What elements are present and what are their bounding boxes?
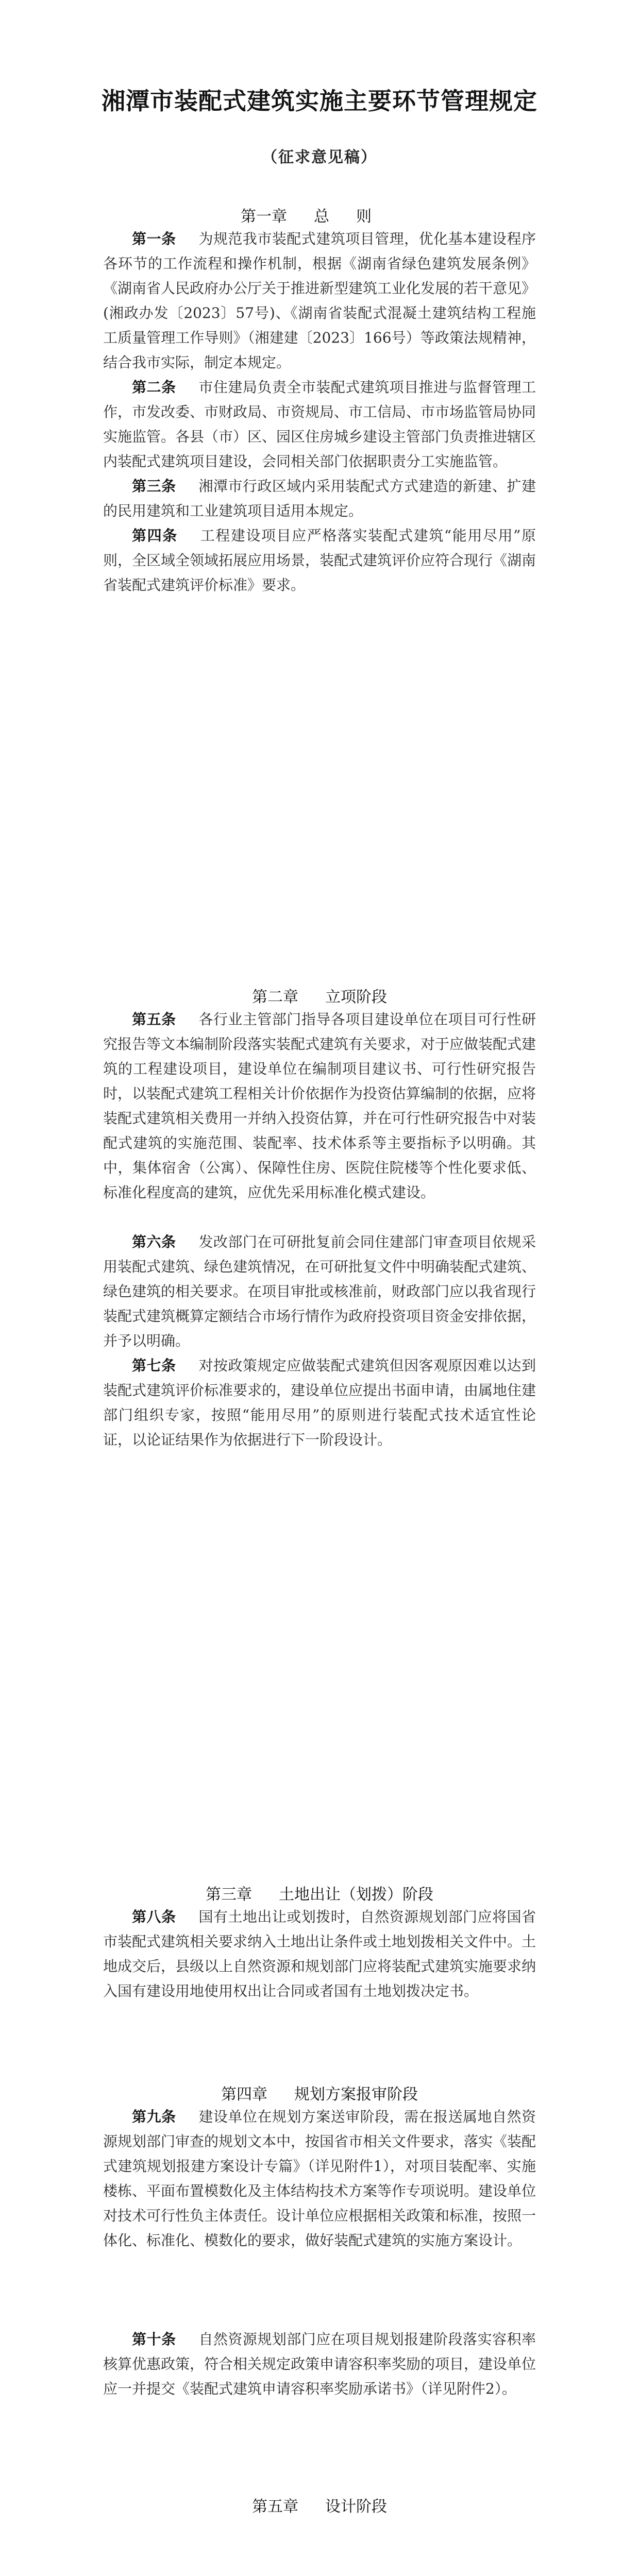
article-text: 对按政策规定应做装配式建筑但因客观原因难以达到装配式建筑评价标准要求的，建设单位应提出书面申请，由属地住建部门组织专家，按照“能用尽用”的原则进行装配式技术适宜性论证，以论证结果作为依据进行下一阶段设计。 (103, 1357, 536, 1448)
chapter-heading (0, 2494, 639, 2516)
article-number: 第四条 (132, 527, 178, 544)
article-text: 为规范我市装配式建筑项目管理，优化基本建设程序各环节的工作流程和操作机制，根据《湖南省绿色建筑发展条例》《湖南省人民政府办公厅关于推进新型建筑工业化发展的若干意见》(湘政办发〔2023〕57号)、《湖南省装配式混凝土建筑结构工程施工质量管理工作导则》（湘建建〔2023〕166号）等政策法规精神，结合我市实际，制定本规定。 (103, 230, 536, 371)
article (103, 375, 536, 474)
article-number: 第八条 (132, 1908, 176, 1925)
article-number: 第五条 (132, 1011, 176, 1028)
article-number: 第一条 (132, 230, 176, 247)
chapter-number: 第三章 (206, 1886, 252, 1904)
article-number: 第十条 (132, 2331, 176, 2348)
article-text: 工程建设项目应严格落实装配式建筑“能用尽用”原则，全区域全领域拓展应用场景，装配式建筑评价应符合现行《湖南省装配式建筑评价标准》要求。 (103, 527, 536, 594)
chapter-name: 设计阶段 (325, 2498, 387, 2516)
document-subtitle: （征求意见稿） (262, 148, 377, 166)
chapter-heading (0, 984, 639, 1007)
article (103, 1353, 536, 1452)
article-number: 第七条 (132, 1357, 176, 1374)
article (103, 1905, 536, 2004)
chapter-number: 第二章 (252, 988, 298, 1006)
article-text: 湘潭市行政区域内采用装配式方式建造的新建、扩建的民用建筑和工业建筑项目适用本规定。 (103, 478, 536, 519)
chapter-name: 土地出让（划拨）阶段 (279, 1886, 433, 1904)
article-number: 第二条 (132, 379, 176, 396)
article (103, 523, 536, 598)
chapter-number: 第四章 (221, 2086, 267, 2104)
article (103, 474, 536, 523)
article-text: 各行业主管部门指导各项目建设单位在项目可行性研究报告等文本编制阶段落实装配式建筑有关要求，对于应做装配式建筑的工程建设项目，建设单位在编制项目建议书、可行性研究报告时，以装配式建筑工程相关计价依据作为投资估算编制的依据，应将装配式建筑相关费用一并纳入投资估算，并在可行性研究报告中对装配式建筑的实施范围、装配率、技术体系等主要指标予以明确。其中，集体宿舍（公寓）、保障性住房、医院住院楼等个性化要求低、标准化程度高的建筑，应优先采用标准化模式建设。 (103, 1011, 536, 1201)
article-number: 第六条 (132, 1233, 176, 1250)
chapter-name: 总则 (314, 208, 398, 226)
chapter-heading (0, 2081, 639, 2104)
article-text: 国有土地出让或划拨时，自然资源规划部门应将国省市装配式建筑相关要求纳入土地出让条件或土地划拨相关文件中。土地成交后，县级以上自然资源和规划部门应将装配式建筑实施要求纳入国有建设用地使用权出让合同或者国有土地划拨决定书。 (103, 1908, 536, 1999)
chapter-name: 立项阶段 (325, 988, 387, 1006)
article-text: 发改部门在可研批复前会同住建部门审查项目依规采用装配式建筑、绿色建筑情况，在可研批复文件中明确装配式建筑、绿色建筑的相关要求。在项目审批或核准前，财政部门应以我省现行装配式建筑概算定额结合市场行情作为政府投资项目资金安排依据，并予以明确。 (103, 1233, 536, 1349)
article-text: 建设单位在规划方案送审阶段，需在报送属地自然资源规划部门审查的规划文本中，按国省市相关文件要求，落实《装配式建筑规划报建方案设计专篇》（详见附件1），对项目装配率、实施楼栋、平面布置模数化及主体结构技术方案等作专项说明。建设单位对技术可行性负主体责任。设计单位应根据相关政策和标准，按照一体化、标准化、模数化的要求，做好装配式建筑的实施方案设计。 (103, 2108, 536, 2249)
document-title: 湘潭市装配式建筑实施主要环节管理规定 (102, 87, 537, 115)
article-number: 第九条 (132, 2108, 176, 2125)
article (103, 2105, 536, 2253)
chapter-number: 第五章 (252, 2498, 298, 2516)
article-text: 自然资源规划部门应在项目规划报建阶段落实容积率核算优惠政策，符合相关规定政策申请容积率奖励的项目，建设单位应一并提交《装配式建筑申请容积率奖励承诺书》（详见附件2）。 (103, 2331, 536, 2397)
article (103, 1007, 536, 1205)
chapter-heading (0, 1882, 639, 1904)
article (103, 1230, 536, 1353)
chapter-number: 第一章 (241, 208, 287, 226)
article (103, 2327, 536, 2401)
article-text: 市住建局负责全市装配式建筑项目推进与监督管理工作，市发改委、市财政局、市资规局、市工信局、市市场监管局协同实施监管。各县（市）区、园区住房城乡建设主管部门负责推进辖区内装配式建筑项目建设，会同相关部门依据职责分工实施监管。 (103, 379, 536, 470)
chapter-heading (0, 204, 639, 226)
article-number: 第三条 (132, 478, 176, 495)
chapter-name: 规划方案报审阶段 (294, 2086, 418, 2104)
article (103, 227, 536, 375)
